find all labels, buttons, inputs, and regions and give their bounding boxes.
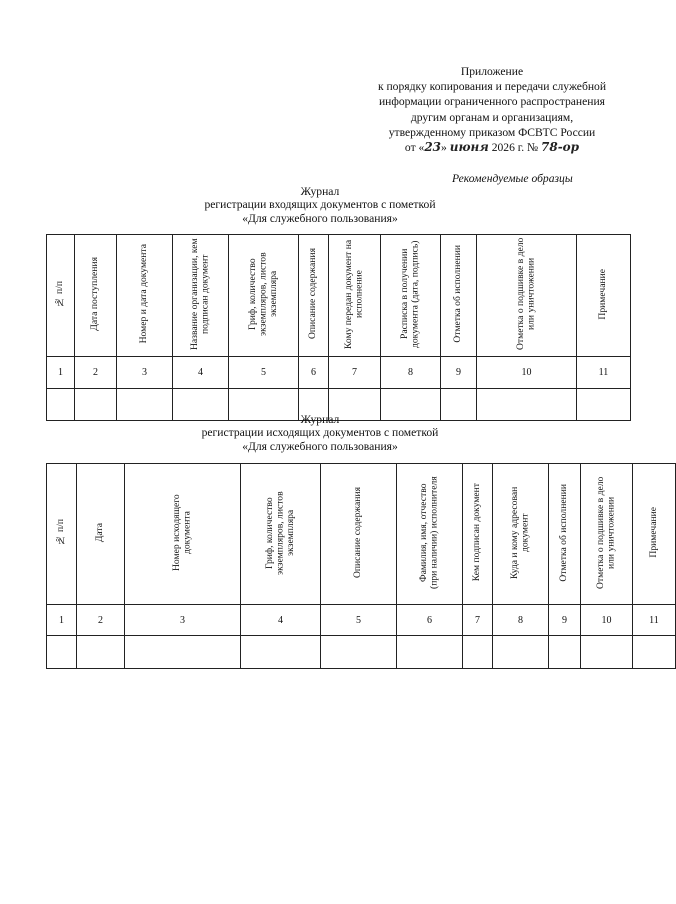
column-header: Отметка об исполнении (452, 245, 464, 343)
column-number: 11 (577, 357, 631, 389)
column-number: 6 (397, 605, 463, 636)
column-header: Фамилия, имя, отчество (при наличии) исполнителя (417, 476, 440, 589)
table-number-row (47, 357, 631, 389)
column-header: Описание содержания (307, 248, 319, 340)
column-header: Гриф, количество экземпляров, листов экземпляра (246, 252, 279, 336)
column-header: Примечание (597, 268, 609, 320)
header-line: информации ограниченного распространения (378, 95, 606, 109)
column-number: 3 (117, 357, 173, 389)
handwritten-number: 78-ор (541, 140, 580, 155)
column-number: 7 (463, 605, 493, 636)
header-line: утвержденному приказом ФСВТС России (388, 125, 596, 139)
column-number: 10 (581, 605, 633, 636)
table-number-row (47, 605, 676, 636)
column-header: Отметка о подшивке в дело или уничтожении (514, 237, 537, 351)
column-number: 8 (381, 357, 441, 389)
column-number: 3 (125, 605, 241, 636)
column-number: 6 (299, 357, 329, 389)
column-number: 9 (441, 357, 477, 389)
journal-out-title: Журнал регистрации исходящих документов с пометкой «Для служебного пользования» (201, 413, 439, 453)
column-header: Примечание (647, 507, 659, 558)
column-header: Отметка об исполнении (558, 483, 570, 582)
column-number: 11 (633, 605, 676, 636)
journal-out-table (46, 463, 676, 669)
column-number: 2 (75, 357, 117, 389)
column-header: Название организации, кем подписан документ (188, 238, 211, 350)
column-number: 5 (321, 605, 397, 636)
column-header: Кем подписан документ (471, 483, 483, 582)
column-header: Кому передан документ на исполнение (342, 239, 365, 349)
journal-in-title: Журнал регистрации входящих документов с пометкой «Для служебного пользования» (204, 185, 436, 225)
column-header: Номер и дата документа (138, 244, 150, 344)
handwritten-month: июня (449, 140, 489, 155)
column-header: Номер исходящего документа (170, 494, 193, 571)
header-line: Приложение (460, 65, 524, 78)
column-header: Отметка о подшивке в дело или уничтожении (594, 476, 617, 589)
column-header: № п/п (55, 519, 67, 546)
appendix-header (350, 64, 634, 155)
column-header: Гриф, количество экземпляров, листов экземпляра (263, 490, 296, 575)
table-empty-row (47, 636, 676, 669)
column-header: Расписка в получении документа (дата, подпись) (398, 240, 421, 348)
column-number: 8 (493, 605, 549, 636)
column-number: 4 (173, 357, 229, 389)
column-number: 1 (47, 357, 75, 389)
column-header: Дата поступления (89, 257, 101, 331)
column-header: Куда и кому адресован документ (508, 486, 531, 579)
table-header-row (47, 235, 631, 357)
handwritten-day: 23 (424, 140, 442, 155)
column-number: 10 (477, 357, 577, 389)
column-header: Дата (94, 522, 106, 543)
header-line: другим органам и организациям, (410, 110, 574, 124)
order-date-line: от «23» июня 2026 г. № 78-ор (404, 140, 580, 155)
journal-in-table (46, 234, 631, 421)
table-header-row (47, 464, 676, 605)
column-header: Описание содержания (352, 486, 364, 579)
column-number: 1 (47, 605, 77, 636)
column-header: № п/п (54, 280, 66, 308)
column-number: 9 (549, 605, 581, 636)
recommended-samples-label: Рекомендуемые образцы (452, 172, 573, 185)
column-number: 7 (329, 357, 381, 389)
column-number: 4 (241, 605, 321, 636)
header-line: к порядку копирования и передачи служебной (377, 80, 607, 94)
column-number: 5 (229, 357, 299, 389)
column-number: 2 (77, 605, 125, 636)
